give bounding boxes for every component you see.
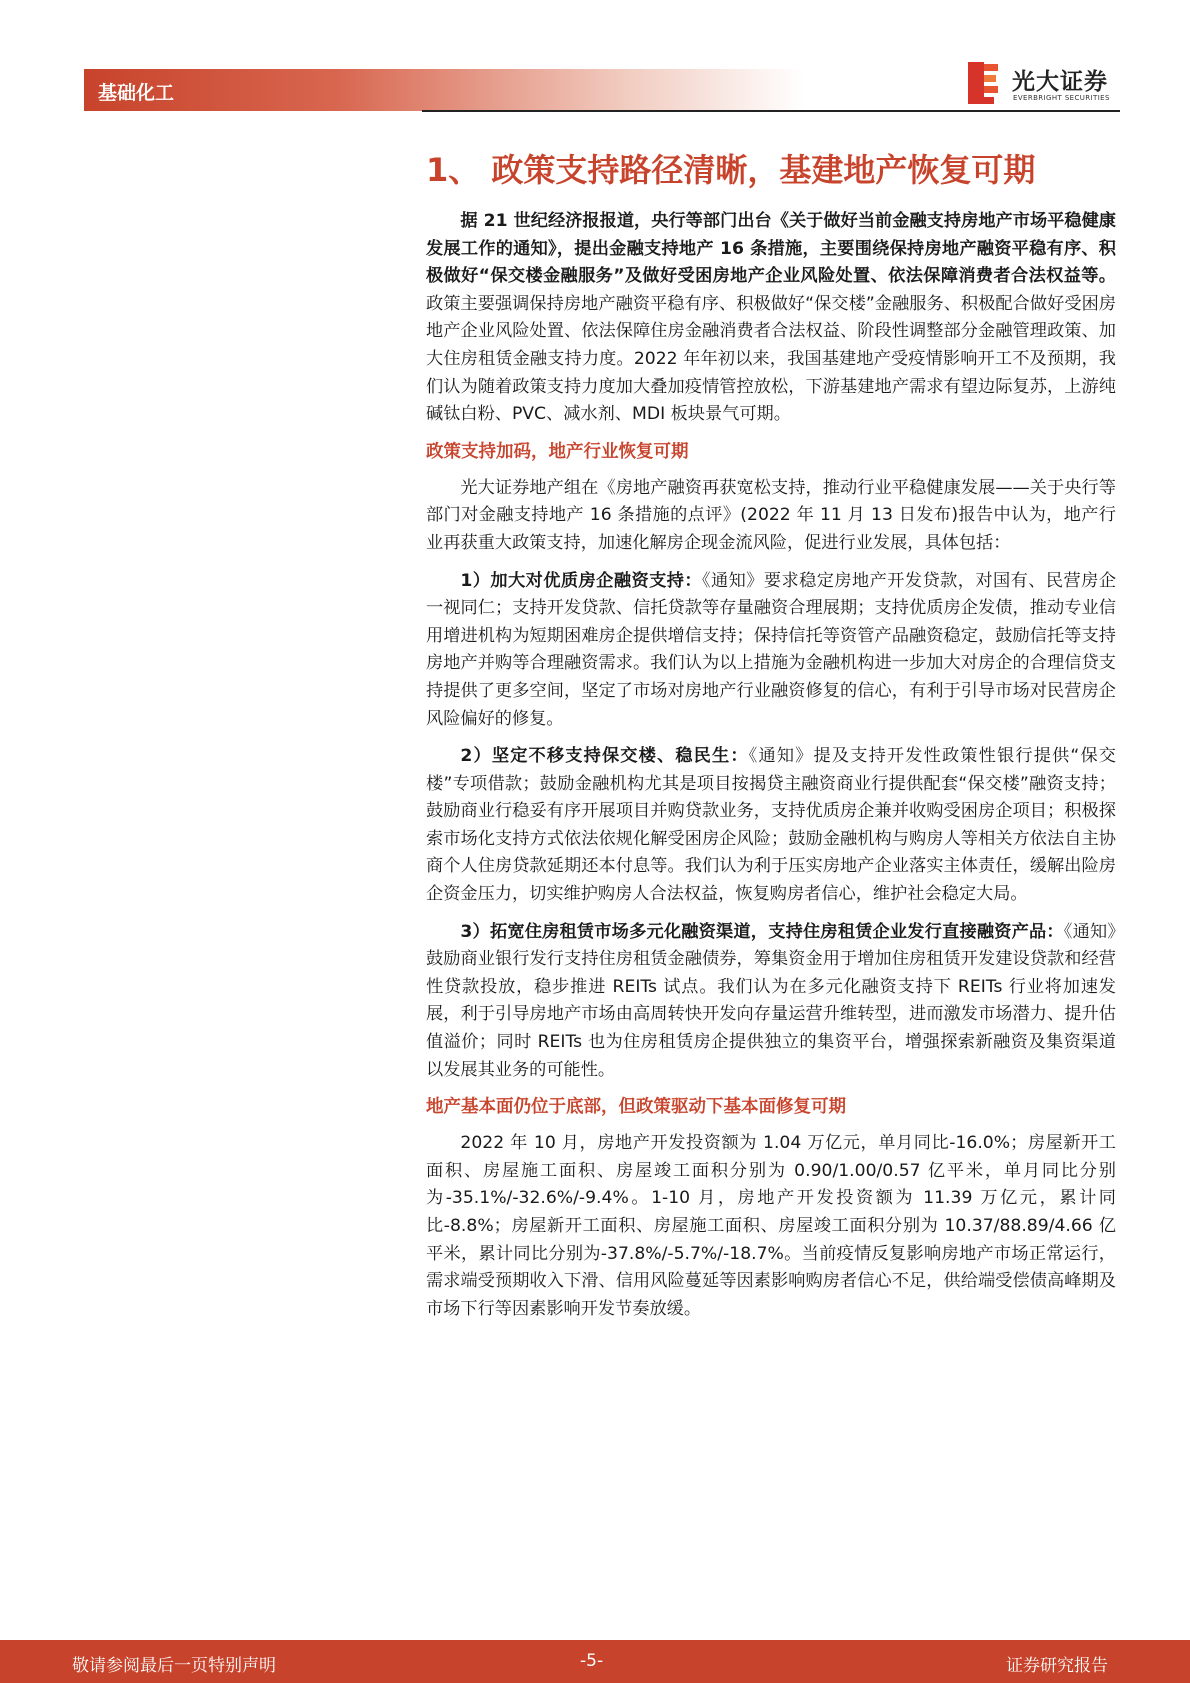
policy-item-1-title: 1）加大对优质房企融资支持： bbox=[460, 570, 702, 591]
policy-item-1 bbox=[426, 568, 1116, 734]
page-footer bbox=[0, 1640, 1190, 1683]
brand-name-en: EVERBRIGHT SECURITIES bbox=[1013, 94, 1110, 102]
section-title: 基础化工 bbox=[98, 82, 175, 104]
subheading-fundamentals: 地产基本面仍位于底部，但政策驱动下基本面修复可期 bbox=[426, 1097, 846, 1118]
intro-paragraph bbox=[426, 208, 1116, 429]
section-header-band bbox=[84, 69, 804, 111]
header-divider bbox=[422, 110, 1120, 112]
brand-name-cn: 光大证券 bbox=[1012, 69, 1108, 95]
fundamentals-paragraph: 2022 年 10 月，房地产开发投资额为 1.04 万亿元，单月同比-16.0%；房屋新开工面积、房屋施工面积、房屋竣工面积分别为 0.90/1.00/0.57 亿平米，单月同比分别为-35.1%/-32.6%/-9.4%。1-10 月，房地产开发投资额为 11.39 万亿元，累计同比-8.8%；房屋新开工面积、房屋施工面积、房屋竣工面积分别为 10.37/88.89/4.66 亿平米，累计同比分别为-37.8%/-5.7%/-18.7%。当前疫情反复影响房地产市场正常运行，需求端受预期收入下滑、信用风险蔓延等因素影响购房者信心不足，供给端受偿债高峰期及市场下行等因素影响开发节奏放缓。 bbox=[426, 1133, 1116, 1319]
article-body bbox=[426, 150, 1116, 1333]
footer-disclaimer: 敬请参阅最后一页特别声明 bbox=[72, 1656, 276, 1676]
footer-report-type: 证券研究报告 bbox=[1006, 1656, 1108, 1676]
policy-paragraph: 光大证券地产组在《房地产融资再获宽松支持，推动行业平稳健康发展——关于央行等部门对金融支持地产 16 条措施的点评》(2022 年 11 月 13 日发布)报告中认为，地产行业再获重大政策支持，加速化解房企现金流风险，促进行业发展，具体包括： bbox=[426, 477, 1116, 553]
policy-item-2-text: 《通知》提及支持开发性政策性银行提供“保交楼”专项借款；鼓励金融机构尤其是项目按揭贷主融资商业行提供配套“保交楼”融资支持；鼓励商业行稳妥有序开展项目并购贷款业务，支持优质房企兼并收购受困房企项目；积极探索市场化支持方式依法依规化解受困房企风险；鼓励金融机构与购房人等相关方依法自主协商个人住房贷款延期还本付息等。我们认为利于压实房地产企业落实主体责任，缓解出险房企资金压力，切实维护购房人合法权益，恢复购房者信心，维护社会稳定大局。 bbox=[426, 746, 1116, 905]
policy-item-1-text: 《通知》要求稳定房地产开发贷款，对国有、民营房企一视同仁；支持开发贷款、信托贷款等存量融资合理展期；支持优质房企发债，推动专业信用增进机构为短期困难房企提供增信支持；保持信托等资管产品融资稳定，鼓励信托等支持房地产并购等合理融资需求。我们认为以上措施为金融机构进一步加大对房企的合理信贷支持提供了更多空间，坚定了市场对房地产行业融资修复的信心，有利于引导市场对民营房企风险偏好的修复。 bbox=[426, 570, 1117, 729]
policy-item-3-title: 3）拓宽住房租赁市场多元化融资渠道，支持住房租赁企业发行直接融资产品： bbox=[460, 921, 1064, 942]
policy-item-3 bbox=[426, 919, 1116, 1085]
page-title: 1、 政策支持路径清晰，基建地产恢复可期 bbox=[426, 151, 1036, 189]
intro-bold-text: 据 21 世纪经济报报道，央行等部门出台《关于做好当前金融支持房地产市场平稳健康发展工作的通知》，提出金融支持地产 16 条措施，主要围绕保持房地产融资平稳有序、积极做好“保交楼金融服务”及做好受困房地产企业风险处置、依法保障消费者合法权益等。 bbox=[426, 211, 1116, 287]
subheading-policy: 政策支持加码，地产行业恢复可期 bbox=[426, 441, 689, 462]
brand-logo bbox=[966, 60, 1126, 106]
page-number: -5- bbox=[580, 1651, 604, 1671]
policy-item-2-title: 2）坚定不移支持保交楼、稳民生： bbox=[460, 746, 749, 767]
intro-normal-text: 政策主要强调保持房地产融资平稳有序、积极做好“保交楼”金融服务、积极配合做好受困房地产企业风险处置、依法保障住房金融消费者合法权益、阶段性调整部分金融管理政策、加大住房租赁金融支持力度。2022 年年初以来，我国基建地产受疫情影响开工不及预期，我们认为随着政策支持力度加大叠加疫情管控放松，下游基建地产需求有望边际复苏，上游纯碱钛白粉、PVC、减水剂、MDI 板块景气可期。 bbox=[426, 293, 1116, 425]
everbright-logo-icon bbox=[966, 60, 1006, 106]
policy-item-3-text: 《通知》鼓励商业银行发行支持住房租赁金融债券，筹集资金用于增加住房租赁开发建设贷款和经营性贷款投放，稳步推进 REITs 试点。我们认为在多元化融资支持下 REITs 行业将加速发展，利于引导房地产市场由高周转快开发向存量运营升维转型，进而激发市场潜力、提升估值溢价；同时 REITs 也为住房租赁房企提供独立的集资平台，增强探索新融资及集资渠道以发展其业务的可能性。 bbox=[426, 921, 1116, 1080]
policy-item-2 bbox=[426, 743, 1116, 909]
